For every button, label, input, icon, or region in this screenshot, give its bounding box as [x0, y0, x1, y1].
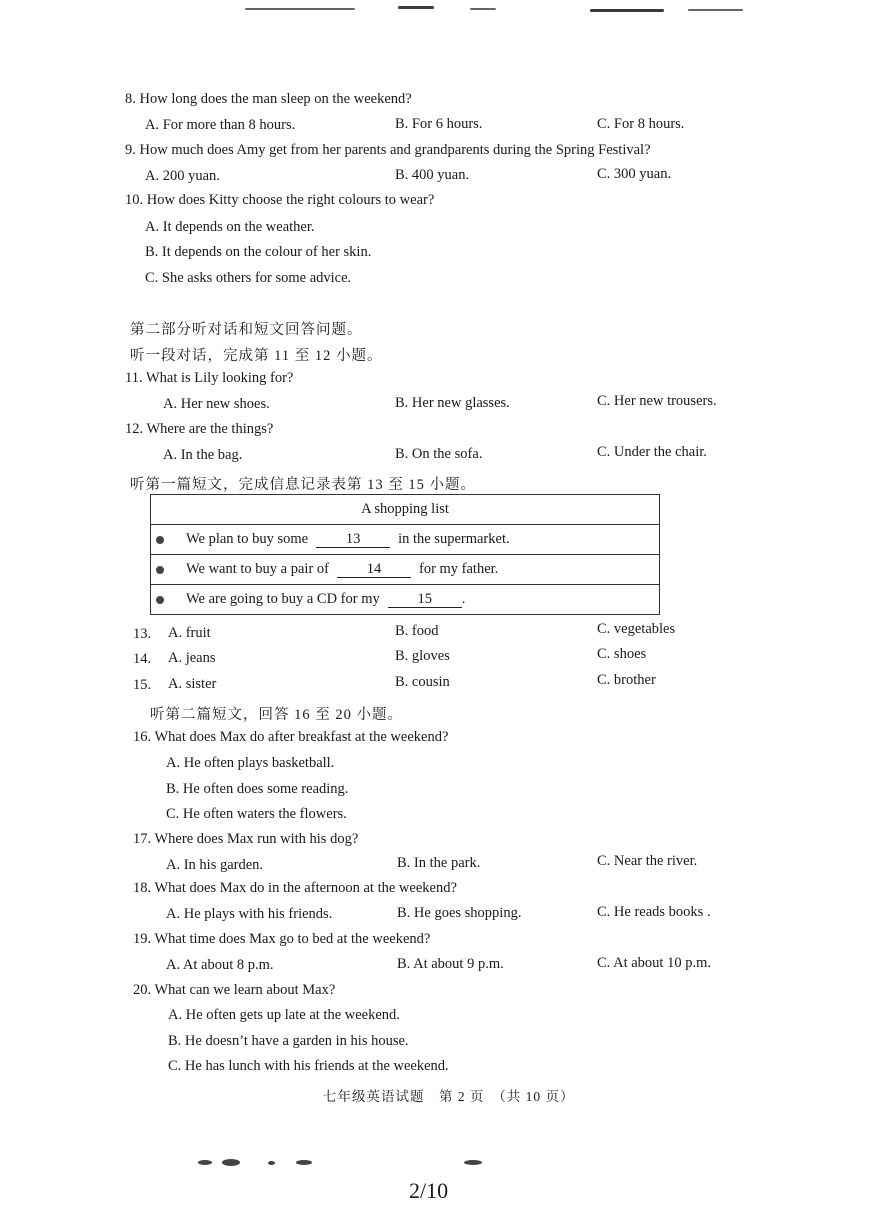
option-9a: A. 200 yuan.: [145, 168, 220, 184]
question-20: 20. What can we learn about Max?: [133, 982, 336, 998]
option-20b: B. He doesn’t have a garden in his house.: [168, 1033, 409, 1049]
bullet-icon: [156, 566, 164, 574]
question-16: 16. What does Max do after breakfast at the weekend?: [133, 729, 449, 745]
option-16a: A. He often plays basketball.: [166, 755, 335, 771]
option-9b: B. 400 yuan.: [395, 167, 470, 183]
scan-mark: [688, 9, 743, 11]
option-12c: C. Under the chair.: [597, 444, 707, 460]
question-8: 8. How long does the man sleep on the weekend?: [125, 91, 412, 107]
shopping-list-row: We want to buy a pair of 14 for my father.: [151, 555, 660, 585]
scan-mark: [296, 1160, 312, 1165]
option-10a: A. It depends on the weather.: [145, 219, 315, 235]
question-12: 12. Where are the things?: [125, 421, 274, 437]
question-19: 19. What time does Max go to bed at the weekend?: [133, 931, 431, 947]
option-14c: C. shoes: [597, 646, 647, 662]
section-heading: 第二部分听对话和短文回答问题。: [130, 322, 363, 338]
shopping-list-row: We plan to buy some 13 in the supermarket.: [151, 525, 660, 555]
option-8a: A. For more than 8 hours.: [145, 117, 296, 133]
shopping-list-title: A shopping list: [151, 495, 660, 525]
option-11b: B. Her new glasses.: [395, 395, 510, 411]
scan-mark: [222, 1159, 240, 1166]
option-16b: B. He often does some reading.: [166, 781, 349, 797]
option-14b: B. gloves: [395, 648, 450, 664]
option-14-num: 14.: [133, 651, 152, 667]
option-17c: C. Near the river.: [597, 853, 698, 869]
option-16c: C. He often waters the flowers.: [166, 806, 347, 822]
bullet-icon: [156, 536, 164, 544]
section-instruction: 听一段对话，完成第 11 至 12 小题。: [130, 348, 383, 364]
scan-mark: [268, 1161, 275, 1165]
option-17b: B. In the park.: [397, 855, 481, 871]
question-11: 11. What is Lily looking for?: [125, 370, 294, 386]
question-9: 9. How much does Amy get from her parents and grandparents during the Spring Festival?: [125, 142, 651, 158]
bullet-icon: [156, 596, 164, 604]
question-10: 10. How does Kitty choose the right colours to wear?: [125, 192, 435, 208]
option-19b: B. At about 9 p.m.: [397, 956, 504, 972]
option-10b: B. It depends on the colour of her skin.: [145, 244, 372, 260]
option-20a: A. He often gets up late at the weekend.: [168, 1007, 400, 1023]
option-13c: C. vegetables: [597, 621, 676, 637]
section-instruction: 听第一篇短文，完成信息记录表第 13 至 15 小题。: [130, 477, 476, 493]
scan-mark: [590, 9, 664, 12]
option-18a: A. He plays with his friends.: [166, 906, 333, 922]
option-18c: C. He reads books .: [597, 904, 711, 920]
question-18: 18. What does Max do in the afternoon at the weekend?: [133, 880, 457, 896]
option-15-num: 15.: [133, 677, 152, 693]
scan-mark: [398, 6, 434, 9]
option-15a: A. sister: [168, 676, 217, 692]
option-13b: B. food: [395, 623, 439, 639]
option-13a: A. fruit: [168, 625, 211, 641]
shopping-list-row: We are going to buy a CD for my 15 .: [151, 585, 660, 615]
scan-mark: [470, 8, 496, 10]
option-12b: B. On the sofa.: [395, 446, 483, 462]
option-11c: C. Her new trousers.: [597, 393, 717, 409]
option-10c: C. She asks others for some advice.: [145, 270, 352, 286]
scan-mark: [464, 1160, 482, 1165]
option-8c: C. For 8 hours.: [597, 116, 685, 132]
option-15b: B. cousin: [395, 674, 450, 690]
page-number: 2/10: [409, 1178, 449, 1203]
scan-mark: [245, 8, 355, 10]
option-20c: C. He has lunch with his friends at the weekend.: [168, 1058, 449, 1074]
page-footer: 七年级英语试题 第 2 页 （共 10 页）: [323, 1089, 575, 1104]
option-15c: C. brother: [597, 672, 656, 688]
option-9c: C. 300 yuan.: [597, 166, 672, 182]
option-8b: B. For 6 hours.: [395, 116, 483, 132]
option-17a: A. In his garden.: [166, 857, 264, 873]
option-11a: A. Her new shoes.: [163, 396, 270, 412]
option-12a: A. In the bag.: [163, 447, 243, 463]
scan-mark: [198, 1160, 212, 1165]
question-17: 17. Where does Max run with his dog?: [133, 831, 359, 847]
shopping-list-table: [150, 494, 660, 615]
option-14a: A. jeans: [168, 650, 216, 666]
blank-14: 14: [337, 561, 411, 578]
option-18b: B. He goes shopping.: [397, 905, 522, 921]
section-instruction: 听第二篇短文，回答 16 至 20 小题。: [150, 707, 403, 723]
option-19c: C. At about 10 p.m.: [597, 955, 711, 971]
option-13-num: 13.: [133, 626, 152, 642]
option-19a: A. At about 8 p.m.: [166, 957, 274, 973]
blank-13: 13: [316, 531, 390, 548]
blank-15: 15: [388, 591, 462, 608]
